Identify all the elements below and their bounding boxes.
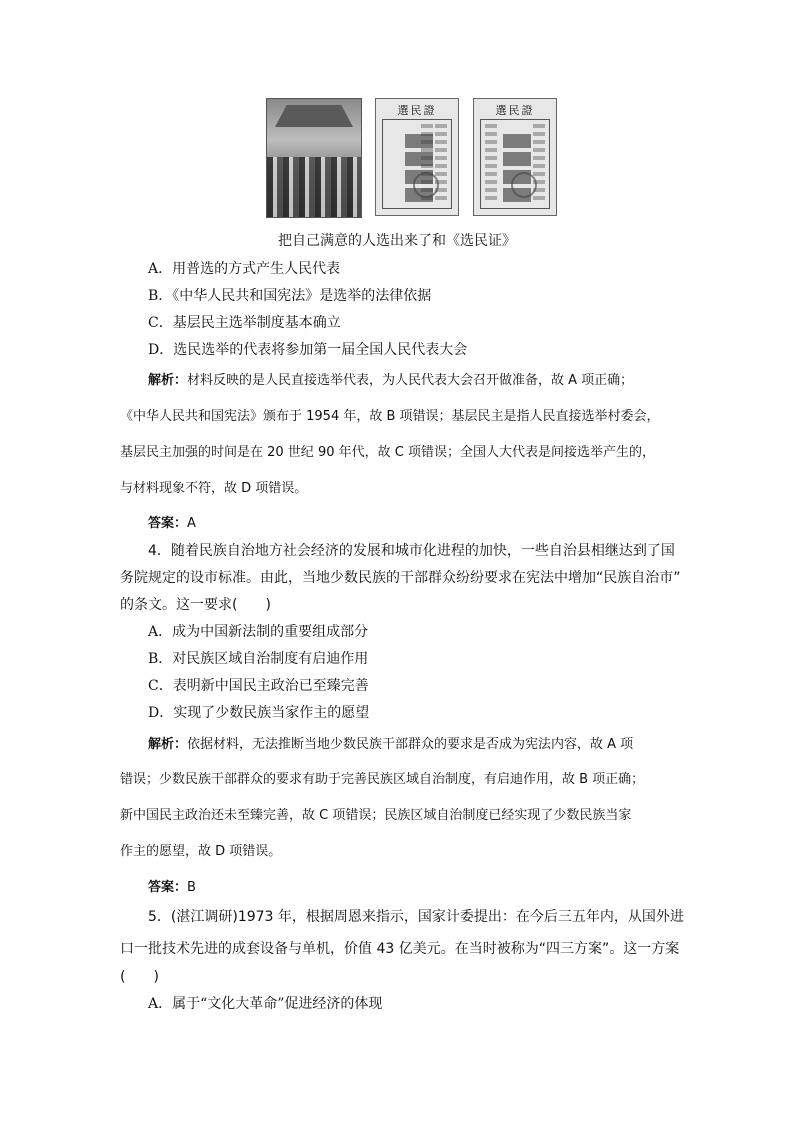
q4-analysis-line-1: 解析：依据材料，无法推断当地少数民族干部群众的要求是否成为宪法内容，故 A 项	[148, 737, 634, 752]
figure-caption: 把自己满意的人选出来了和《选民证》	[278, 233, 516, 249]
certificate-title: 選民證	[397, 104, 437, 117]
q4-analysis-line-2: 错误；少数民族干部群众的要求有助于完善民族区域自治制度，有启迪作用，故 B 项正确；	[120, 772, 645, 787]
q3-analysis-line-4: 与材料现象不符，故 D 项错误。	[120, 481, 308, 496]
answer-value: B	[187, 880, 196, 895]
q4-stem-line-1: 4．随着民族自治地方社会经济的发展和城市化进程的加快，一些自治县相继达到了国	[148, 543, 675, 559]
q3-option-b: B．《中华人民共和国宪法》是选举的法律依据	[148, 288, 432, 304]
q3-option-d: D．选民选举的代表将参加第一届全国人民代表大会	[148, 342, 468, 358]
q4-analysis-line-4: 作主的愿望，故 D 项错误。	[120, 844, 282, 859]
q5-stem-line-1: 5．(湛江调研)1973 年，根据周恩来指示，国家计委提出：在今后三五年内，从国外进	[148, 909, 684, 925]
q4-analysis-line-3: 新中国民主政治还未至臻完善，故 C 项错误；民族区域自治制度已经实现了少数民族当家	[120, 808, 632, 823]
q4-stem-line-2: 务院规定的设市标准。由此，当地少数民族的干部群众纷纷要求在宪法中增加“民族自治市”	[120, 570, 681, 586]
q4-option-c: C．表明新中国民主政治已至臻完善	[148, 678, 369, 694]
voter-certificate-2	[473, 98, 557, 216]
q4-stem-line-3: 的条文。这一要求( )	[120, 597, 271, 613]
q5-stem-line-2: 口一批技术先进的成套设备与单机，价值 43 亿美元。在当时被称为“四三方案”。这一方案	[120, 941, 680, 957]
figure-election	[266, 98, 558, 218]
q4-option-d: D．实现了少数民族当家作主的愿望	[148, 705, 370, 721]
election-photo	[266, 98, 362, 218]
answer-value: A	[187, 516, 196, 531]
q3-option-a: A．用普选的方式产生人民代表	[148, 261, 341, 277]
q4-option-b: B．对民族区域自治制度有启迪作用	[148, 651, 369, 667]
q5-option-a: A．属于“文化大革命”促进经济的体现	[148, 996, 383, 1012]
answer-label: 答案：	[148, 880, 188, 895]
q3-analysis-line-1: 解析：材料反映的是人民直接选举代表，为人民代表大会召开做准备，故 A 项正确；	[148, 373, 634, 388]
q4-option-a: A．成为中国新法制的重要组成部分	[148, 624, 369, 640]
voter-certificate-1	[375, 98, 459, 216]
q4-answer	[148, 876, 196, 895]
q3-analysis-line-2: 《中华人民共和国宪法》颁布于 1954 年，故 B 项错误；基层民主是指人民直接选举村委会，	[120, 409, 660, 424]
q3-option-c: C．基层民主选举制度基本确立	[148, 315, 341, 331]
analysis-label: 解析：	[148, 373, 188, 388]
analysis-label: 解析：	[148, 737, 188, 752]
certificate-title: 選民證	[495, 104, 535, 117]
answer-label: 答案：	[148, 516, 188, 531]
q3-analysis-line-3: 基层民主加强的时间是在 20 世纪 90 年代，故 C 项错误；全国人大代表是间接选举产生的，	[120, 445, 655, 460]
q3-answer	[148, 512, 196, 531]
q5-stem-line-3: ( )	[120, 969, 159, 985]
